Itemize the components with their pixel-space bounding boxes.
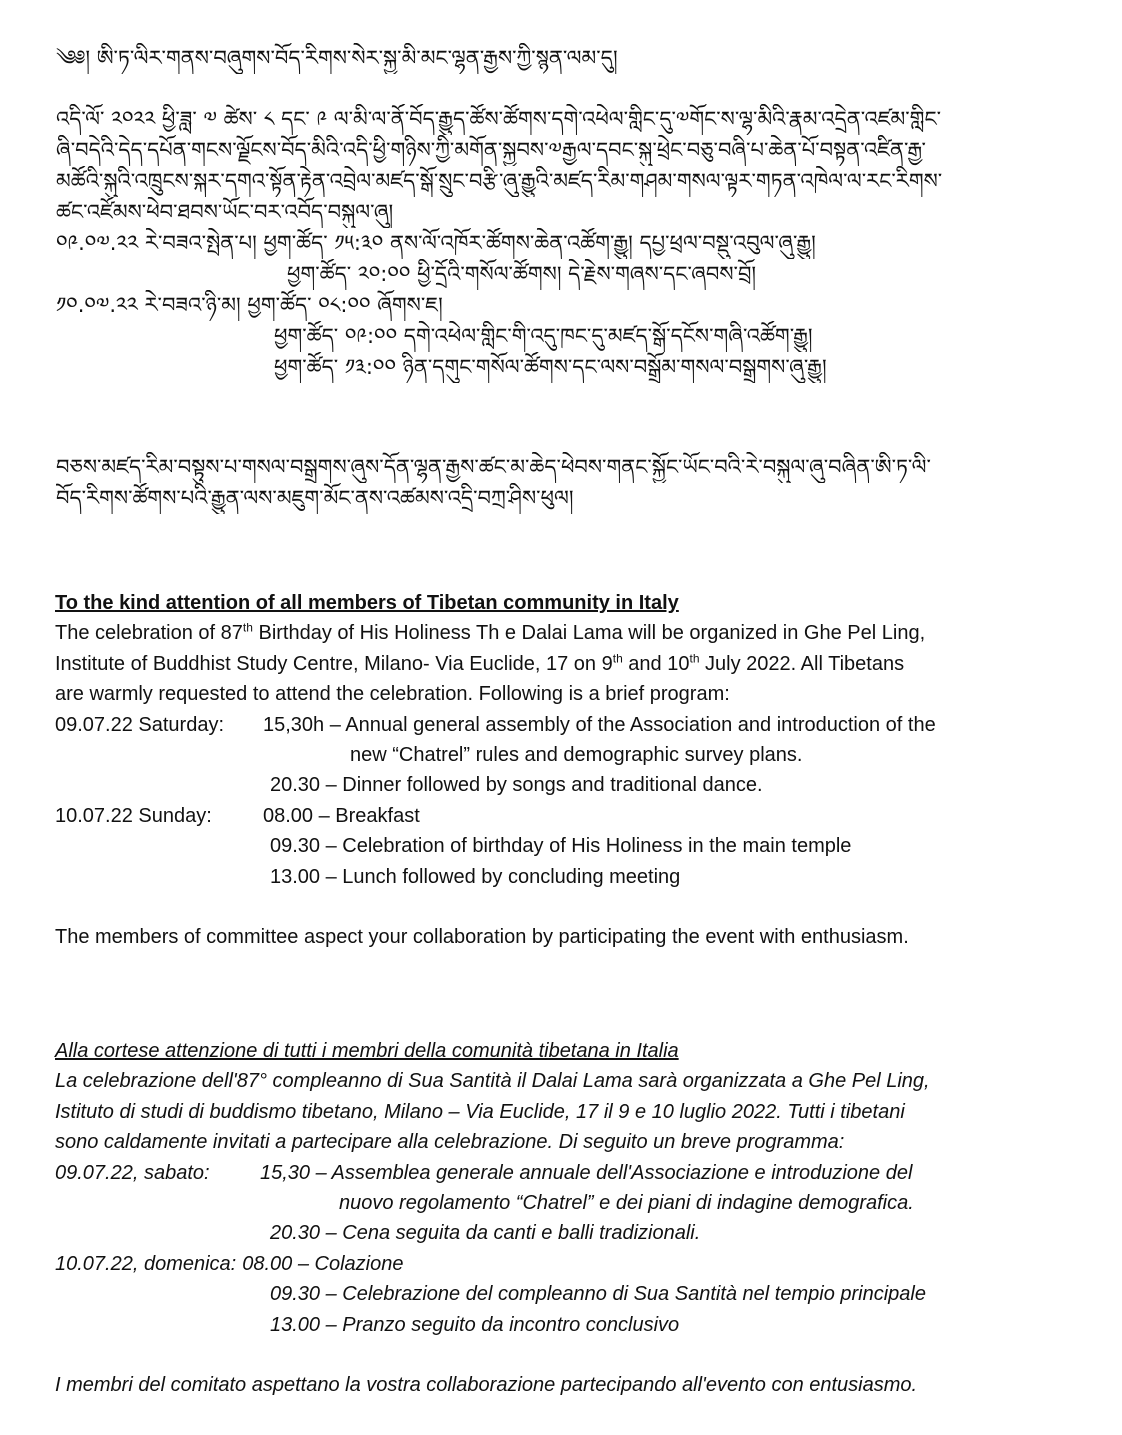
english-intro-line [55,649,1065,679]
program-item: 08.00 – Colazione [242,1252,404,1275]
day-label: 10.07.22, domenica: [55,1252,237,1275]
tibetan-schedule [56,228,1056,383]
italian-intro-line: sono caldamente invitati a partecipare alla celebrazione. Di seguito un breve programma: [55,1131,845,1154]
tibetan-schedule-line: ཕྱག་ཚོད་ ༠༩:༠༠ དགེ་འཕེལ་གླིང་གི་འདུ་ཁང་དུ་མཛད་སྒོ་དངོས་གཞི་འཚོག་རྒྱུ། [274,324,813,348]
day-label: 10.07.22 Sunday: [55,804,212,827]
tibetan-paragraph-line: ཞི་བདེའི་དེད་དཔོན་གངས་ལྗོངས་བོད་མིའི་འདི་ཕྱི་གཉིས་ཀྱི་མགོན་སྐྱབས་༧རྒྱལ་དབང་སྐུ་ཕྲེང་བཅུ་བཞི་པ་ཆེན་པོ་བསྟན་འཛིན་རྒྱ་ [56,138,926,162]
english-section [55,588,1065,952]
ordinal-suffix: th [689,651,700,666]
program-row [55,801,1065,831]
tibetan-schedule-line: ༠༩.༠༧.༢༢ རེ་བཟའ་སྤེན་པ། ཕྱག་ཚོད་ ༡༥:༣༠ ནས་ལོ་འཁོར་ཚོགས་ཆེན་འཚོག་རྒྱུ། དཔྱ་ཕྲལ་བསྡུ་འབུལ་ཞུ་རྒྱུ། [56,231,816,255]
program-row [55,710,1065,740]
english-intro-line: are warmly requested to attend the celebration. Following is a brief program: [55,683,730,706]
english-title: To the kind attention of all members of Tibetan community in Italy [55,592,679,614]
english-closing: The members of committee aspect your collaboration by participating the event with enthusiasm. [55,926,909,949]
tibetan-closing [56,452,1056,514]
italian-section [55,1036,1065,1400]
tibetan-paragraph [56,104,1056,228]
program-item-continuation: nuovo regolamento “Chatrel” e dei piani di indagine demografica. [339,1192,914,1215]
english-intro-text: The celebration of 87 [55,622,243,645]
tibetan-closing-line: བོད་རིགས་ཚོགས་པའི་རྒྱུན་ལས་མཇུག་མོང་ནས་འཚམས་འདྲི་བཀྲ་ཤིས་ཕུལ། [56,486,574,510]
program-item-continuation: new “Chatrel” rules and demographic survey plans. [350,744,803,767]
program-row [55,1158,1065,1188]
italian-closing: I membri del comitato aspettano la vostra collaborazione partecipando all'evento con entusiasmo. [55,1374,918,1397]
italian-intro-line: Istituto di studi di buddismo tibetano, Milano – Via Euclide, 17 il 9 e 10 luglio 2022. Tutti i tibetani [55,1100,905,1123]
tibetan-schedule-line: ༡༠.༠༧.༢༢ རེ་བཟའ་ཉི་མ། ཕྱག་ཚོད་ ༠༨:༠༠ ཞོགས་ཇ། [56,293,443,317]
program-item: 13.00 – Lunch followed by concluding meeting [270,865,681,888]
program-item: 13.00 – Pranzo seguito da incontro conclusivo [270,1313,680,1336]
day-label: 09.07.22, sabato: [55,1161,210,1184]
program-item: 08.00 – Breakfast [263,804,420,827]
program-item: 20.30 – Cena seguita da canti e balli tradizionali. [270,1222,701,1245]
program-item: 15,30h – Annual general assembly of the Association and introduction of the [263,713,936,736]
ordinal-suffix: th [612,651,623,666]
tibetan-heading-line: ༄༅། ཨི་ཏ་ལིར་གནས་བཞུགས་བོད་རིགས་སེར་སྐྱ་མི་མང་ལྷན་རྒྱས་ཀྱི་སྙན་ལམ་དུ། [56,46,618,70]
tibetan-closing-line: བཅས་མཛད་རིམ་བསྟུས་པ་གསལ་བསྒྲགས་ཞུས་དོན་ལྷན་རྒྱས་ཚང་མ་ཆེད་ཕེབས་གནང་སྐྱོང་ཡོང་བའི་རེ་བསྐུལ་ཞུ་བཞིན་ཨི་ཏ་ལི་ [56,455,931,479]
english-intro-text: and 10 [622,652,690,675]
tibetan-heading [56,43,1056,74]
program-item: 15,30 – Assemblea generale annuale dell'Associazione e introduzione del [260,1161,913,1184]
day-label: 09.07.22 Saturday: [55,713,225,736]
program-item: 09.30 – Celebrazione del compleanno di Sua Santità nel tempio principale [270,1283,926,1306]
english-intro-text: Institute of Buddhist Study Centre, Milano- Via Euclide, 17 on 9 [55,652,613,675]
tibetan-schedule-line: ཕྱག་ཚོད་ ༢༠:༠༠ ཕྱི་དྲོའི་གསོལ་ཚོགས། དེ་རྗེས་གཞས་དང་ཞབས་བྲོ། [287,262,757,286]
program-item: 09.30 – Celebration of birthday of His Holiness in the main temple [270,835,852,858]
program-item: 20.30 – Dinner followed by songs and traditional dance. [270,774,763,797]
tibetan-paragraph-line: མཚོའི་སྐུའི་འཁྲུངས་སྐར་དགའ་སྟོན་རྟེན་འབྲེལ་མཛད་སྒོ་སྲུང་བརྩི་ཞུ་རྒྱུའི་མཛད་རིམ་གཤམ་གསལ་ལྟར་གཏན་འཁེལ་ལ་རང་རིགས་ [56,169,943,193]
tibetan-paragraph-line: ཚང་འཛོམས་ཕེབ་ཐབས་ཡོང་བར་འབོད་བསྐུལ་ཞུ། [56,200,394,224]
tibetan-schedule-line: ཕྱག་ཚོད་ ༡༣:༠༠ ཉིན་དགུང་གསོལ་ཚོགས་དང་ལས་བསྒྲོམ་གསལ་བསྒྲགས་ཞུ་རྒྱུ། [274,355,827,379]
program-row [55,1249,1065,1279]
italian-title: Alla cortese attenzione di tutti i membri della comunità tibetana in Italia [55,1040,679,1062]
ordinal-suffix: th [242,620,253,635]
italian-intro-line: La celebrazione dell'87° compleanno di Sua Santità il Dalai Lama sarà organizzata a Ghe Pel Ling, [55,1070,930,1093]
tibetan-paragraph-line: འདི་ལོ་ ༢༠༢༢ ཕྱི་ཟླ་ ༧ ཚེས་ ༨ དང་ ༩ ལ་མི་ལ་ནོ་བོད་རྒྱུད་ཚོས་ཚོགས་དགེ་འཕེལ་གླིང་དུ་༧གོང་ས་ལྷ་མིའི་རྣམ་འདྲེན་འཛམ་གླིང་ [56,107,941,131]
english-intro-text: July 2022. All Tibetans [699,652,905,675]
english-intro-text: Birthday of His Holiness Th e Dalai Lama will be organized in Ghe Pel Ling, [252,622,926,645]
english-intro-line [55,618,1065,648]
